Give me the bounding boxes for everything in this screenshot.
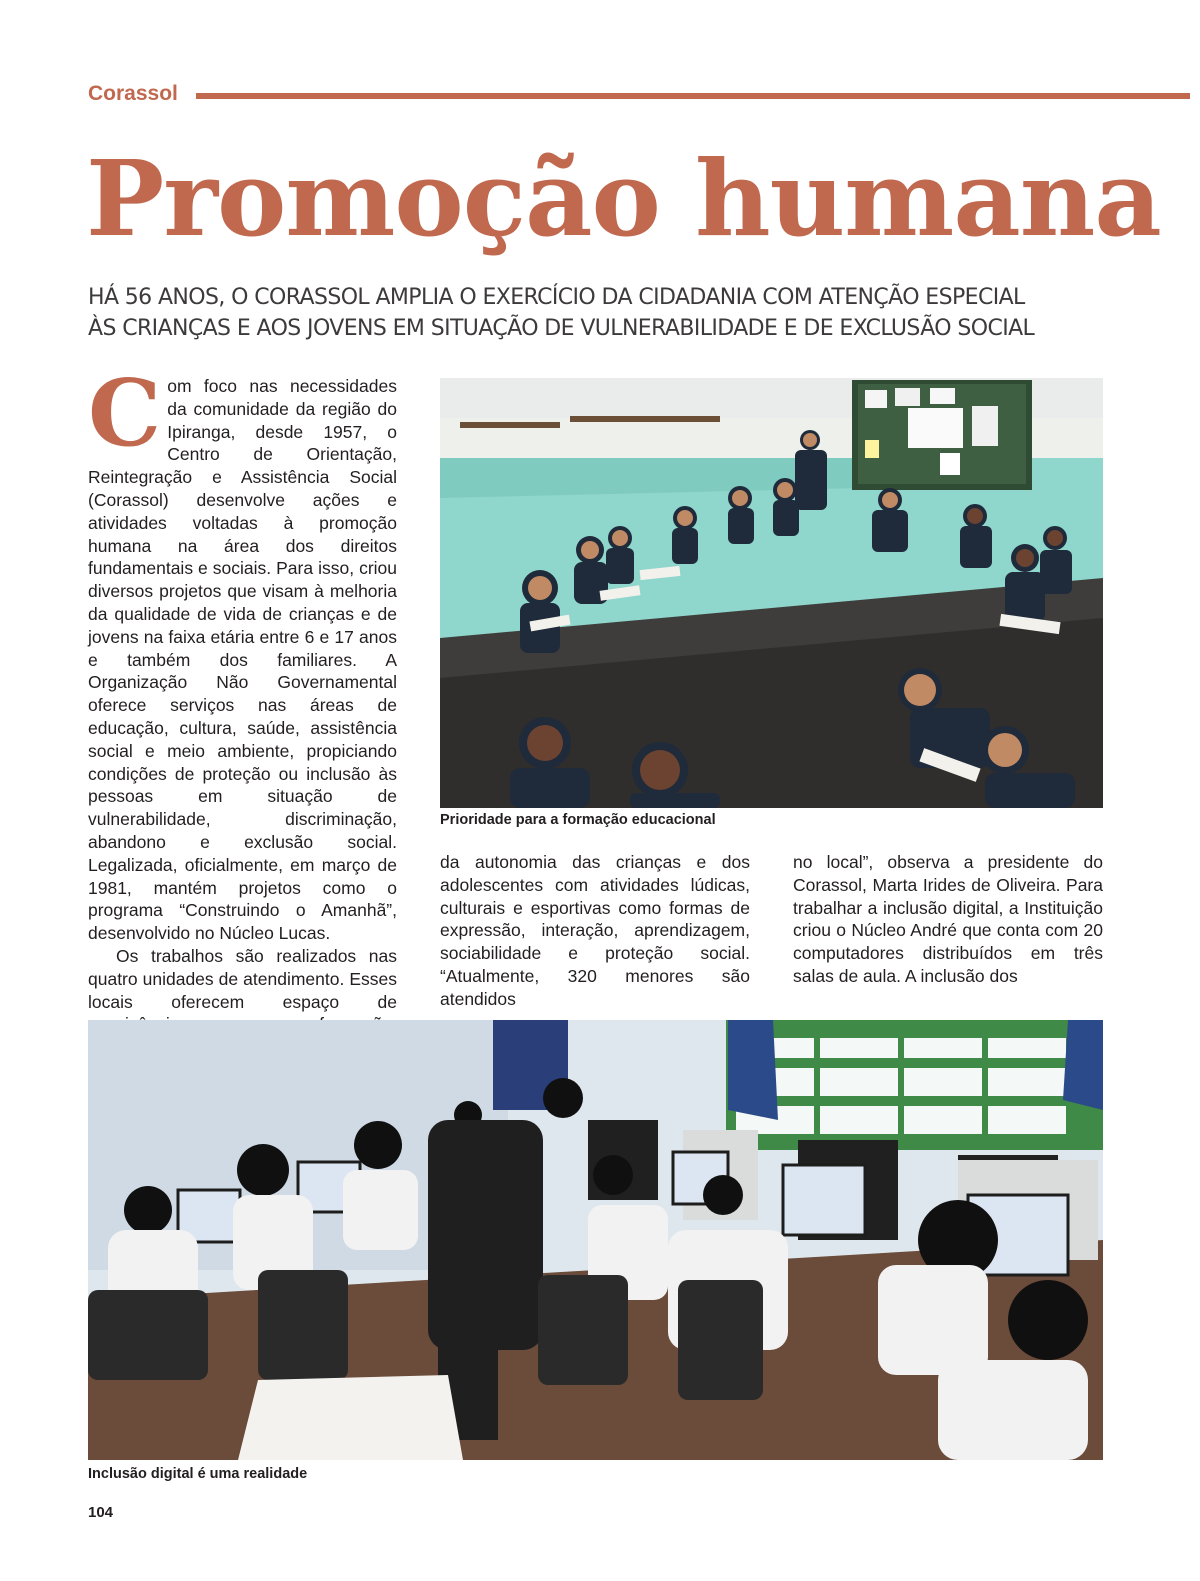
drop-cap: C	[88, 359, 162, 467]
paragraph-text: om foco nas necessidades da comunidade da região do Ipiranga, desde 1957, o Centro de Orientação, Reintegração e Assistência Social (Corassol) desenvolve ações e atividades voltadas à promoção humana na área dos direitos fundamentais e sociais. Para isso, criou diversos projetos que visam à melhoria da qualidade de vida de crianças e de jovens na faixa etária entre 6 e 17 anos e também dos familiares. A Organização Não Governamental oferece serviços nas áreas de educação, cultura, saúde, assistência social e meio ambiente, propiciando condições de proteção ou inclusão às pessoas em situação de vulnerabilidade, discriminação, abandono e exclusão social. Legalizada, oficialmente, em março de 1981, mantém projetos como o programa “Construindo o Amanhã”, desenvolvido no Núcleo Lucas.	[88, 376, 397, 944]
classroom-photo	[440, 378, 1103, 808]
article-paragraph: da autonomia das crianças e dos adolescentes com atividades lúdicas, culturais e esportivas como formas de expressão, interação, aprendizagem, sociabilidade e proteção social. “Atualmente, 320 menores são atendidos	[440, 852, 750, 1009]
article-paragraph: Os trabalhos são realizados nas quatro unidades de atendimento. Esses locais oferecem espaço de	[88, 945, 397, 1012]
article-paragraph: no local”, observa a presidente do Corassol, Marta Irides de Oliveira. Para trabalhar a inclusão digital, a Instituição criou o Núcleo André que conta com 20 computadores distribuídos em três salas de aula. A inclusão dos	[793, 852, 1103, 986]
article-column-3	[793, 851, 1103, 988]
photo-caption: Prioridade para a formação educacional	[440, 812, 716, 828]
section-rule	[196, 93, 1190, 99]
section-label: Corassol	[88, 82, 178, 105]
computer-lab-illustration	[88, 1020, 1103, 1460]
article-column-1	[88, 359, 397, 1059]
classroom-photo-illustration	[440, 378, 1103, 808]
article-title: Promoção humana	[86, 137, 1161, 260]
deck-line: HÁ 56 ANOS, O CORASSOL AMPLIA O EXERCÍCIO DA CIDADANIA COM ATENÇÃO ESPECIAL	[88, 285, 1025, 310]
photo-caption: Inclusão digital é uma realidade	[88, 1466, 308, 1482]
computer-lab-photo	[88, 1020, 1103, 1460]
article-paragraph	[88, 359, 397, 945]
article-deck	[88, 282, 1035, 344]
article-column-2	[440, 851, 750, 1011]
page-number: 104	[88, 1504, 114, 1521]
deck-line: ÀS CRIANÇAS E AOS JOVENS EM SITUAÇÃO DE VULNERABILIDADE E DE EXCLUSÃO SOCIAL	[88, 316, 1035, 341]
